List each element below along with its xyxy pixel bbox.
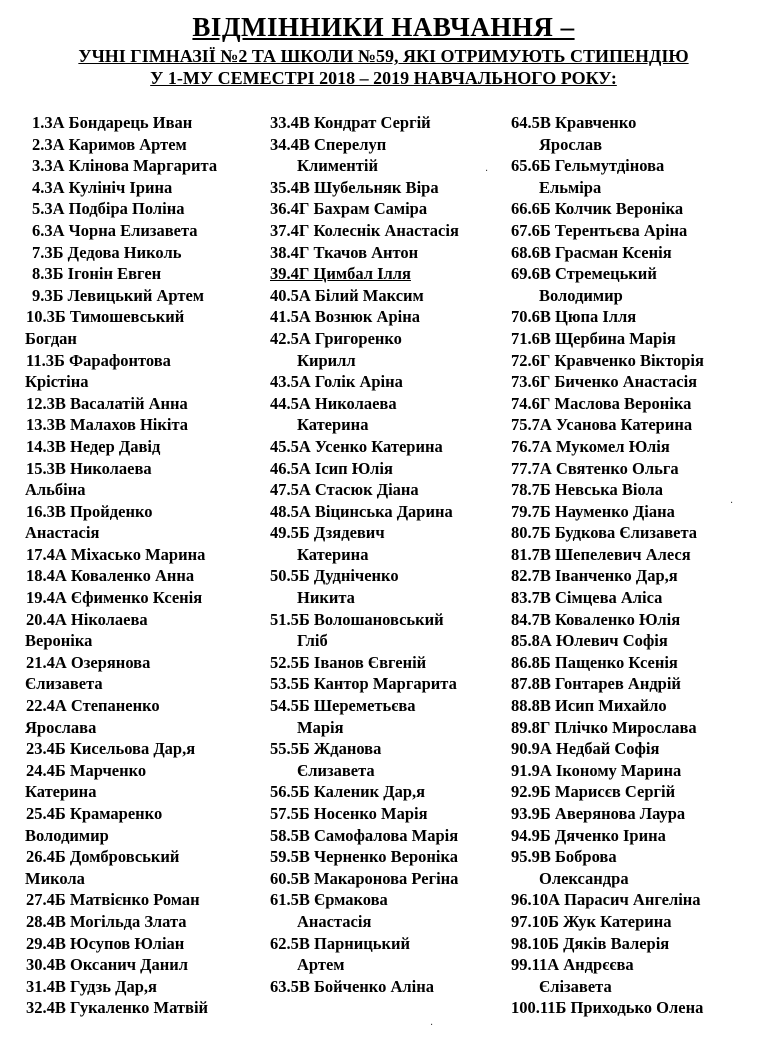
student-entry	[270, 522, 502, 565]
student-entry	[26, 587, 261, 609]
student-entry-text: 96.10А Парасич Ангеліна	[511, 890, 701, 910]
student-entry	[270, 501, 502, 523]
student-entry-text: 47.5А Стасюк Діана	[270, 480, 419, 500]
student-entry	[26, 458, 261, 501]
student-entry-text: 32.4В Гукаленко Матвій	[26, 998, 209, 1018]
student-entry-text: 46.5А Ісип Юлія	[270, 458, 393, 478]
student-entry-continuation: Олександра	[539, 868, 629, 888]
student-entry	[270, 134, 502, 177]
student-entry	[26, 242, 261, 264]
student-entry	[26, 112, 261, 134]
scan-speck: ·	[730, 498, 734, 509]
student-entry-text: 70.6В Цюпа Ілля	[511, 307, 637, 327]
student-entry	[26, 976, 261, 998]
student-entry-continuation: Ярослава	[25, 717, 97, 737]
student-entry	[270, 889, 502, 932]
student-entry	[26, 565, 261, 587]
student-entry-text: 58.5В Самофалова Марія	[270, 825, 459, 845]
student-entry-text: 44.5А Николаева	[270, 393, 397, 413]
student-list-column-3	[511, 112, 761, 1019]
student-entry	[511, 911, 761, 933]
student-entry-text: 18.4А Коваленко Анна	[26, 566, 195, 586]
student-entry-text: 49.5Б Дзядевич	[270, 523, 385, 543]
student-entry-text: 38.4Г Ткачов Антон	[270, 242, 419, 262]
student-entry	[511, 825, 761, 847]
student-entry	[511, 501, 761, 523]
student-entry	[26, 652, 261, 695]
student-entry	[26, 954, 261, 976]
student-entry	[270, 976, 502, 998]
student-entry-text: 74.6Г Маслова Вероніка	[511, 393, 692, 413]
student-entry-text: 6.3А Чорна Елизавета	[32, 220, 198, 240]
student-entry-text: 48.5А Віцинська Дарина	[270, 501, 453, 521]
student-entry	[511, 673, 761, 695]
student-entry	[511, 781, 761, 803]
student-entry-continuation: Ельміра	[539, 177, 602, 197]
student-entry	[511, 889, 761, 911]
student-entry-text: 12.3В Васалатій Анна	[26, 393, 188, 413]
student-entry-text: 71.6В Щербина Марія	[511, 328, 676, 348]
student-entry	[270, 825, 502, 847]
student-entry-text: 34.4В Сперелуп	[270, 134, 387, 154]
student-entry-continuation: Альбіна	[25, 480, 86, 500]
student-entry-text: 31.4В Гудзь Дар,я	[26, 976, 157, 996]
student-entry	[26, 933, 261, 955]
student-entry-text: 91.9А Іконому Марина	[511, 760, 682, 780]
student-entry-text: 60.5В Макаронова Регіна	[270, 868, 459, 888]
student-entry-text: 26.4Б Домбровський	[26, 847, 180, 867]
student-entry-text: 90.9А Недбай Софія	[511, 739, 660, 759]
student-entry	[26, 889, 261, 911]
student-entry-text: 40.5А Білий Максим	[270, 285, 424, 305]
student-entry-text: 57.5Б Носенко Марія	[270, 804, 428, 823]
student-entry-continuation: Катерина	[297, 544, 369, 564]
document-title: ВІДМІННИКИ НАВЧАННЯ –	[192, 12, 575, 42]
student-entry-text: 29.4В Юсупов Юліан	[26, 933, 185, 953]
student-entry	[270, 328, 502, 371]
student-entry	[511, 738, 761, 760]
student-entry-text: 62.5В Парницький	[270, 933, 411, 953]
student-entry-text: 10.3Б Тимошевський	[26, 307, 185, 327]
student-entry-text: 89.8Г Плічко Мирослава	[511, 717, 697, 737]
student-entry-continuation: Ярослав	[539, 134, 603, 154]
student-entry-text: 24.4Б Марченко	[26, 760, 147, 780]
student-entry-text: 41.5А Вознюк Аріна	[270, 307, 420, 327]
student-entry-continuation: Володимир	[539, 285, 623, 305]
student-entry	[511, 954, 761, 997]
student-entry-text: 82.7В Іванченко Дар,я	[511, 566, 678, 586]
student-entry	[270, 933, 502, 976]
student-entry-continuation: Єлизавета	[25, 674, 103, 694]
student-entry	[511, 587, 761, 609]
student-entry-continuation: Крістіна	[25, 372, 89, 392]
student-entry	[511, 306, 761, 328]
student-entry	[270, 220, 502, 242]
student-entry-text: 21.4А Озерянова	[26, 652, 151, 672]
student-entry	[26, 285, 261, 307]
student-entry	[26, 609, 261, 652]
student-entry-continuation: Кирилл	[297, 350, 356, 370]
student-entry	[511, 630, 761, 652]
student-entry-text: 19.4А Єфименко Ксенія	[26, 588, 203, 608]
student-entry	[270, 781, 502, 803]
student-entry-continuation: Климентій	[297, 156, 378, 176]
student-entry-text: 56.5Б Каленик Дар,я	[270, 782, 426, 802]
student-entry-continuation: Марія	[297, 717, 344, 737]
student-entry-text: 76.7А Мукомел Юлія	[511, 436, 670, 456]
student-entry	[270, 263, 502, 285]
student-entry	[26, 501, 261, 544]
student-entry-text: 98.10Б Дяків Валерія	[511, 933, 670, 953]
student-entry-text: 94.9Б Дяченко Ірина	[511, 825, 666, 845]
student-list-column-1	[26, 112, 261, 1019]
student-entry	[511, 112, 761, 155]
student-entry-text: 97.10Б Жук Катерина	[511, 911, 672, 931]
student-entry	[26, 997, 261, 1019]
student-entry-text: 87.8В Гонтарев Андрій	[511, 674, 681, 694]
student-entry-text: 95.9В Боброва	[511, 847, 617, 867]
student-entry-continuation: Володимир	[25, 825, 109, 845]
student-entry-text: 83.7В Сімцева Аліса	[511, 588, 663, 608]
student-entry-text: 80.7Б Будкова Єлизавета	[511, 523, 698, 543]
student-entry	[270, 306, 502, 328]
student-entry-text: 42.5А Григоренко	[270, 328, 402, 348]
student-entry-text: 79.7Б Науменко Діана	[511, 501, 675, 521]
student-entry	[26, 846, 261, 889]
student-entry	[511, 997, 761, 1019]
student-list-column-2	[270, 112, 502, 997]
student-entry-text: 30.4В Оксанич Данил	[26, 955, 189, 975]
student-entry-text: 99.11А Андрєєва	[511, 955, 634, 975]
student-entry-text: 63.5В Бойченко Аліна	[270, 976, 434, 996]
student-entry	[270, 371, 502, 393]
student-entry	[511, 609, 761, 631]
student-entry	[270, 458, 502, 480]
student-entry-text: 52.5Б Іванов Євгеній	[270, 652, 427, 672]
student-entry-text: 27.4Б Матвієнко Роман	[26, 890, 200, 910]
student-entry	[26, 134, 261, 156]
student-entry-text: 7.3Б Дедова Николь	[32, 242, 182, 262]
student-entry-text: 23.4Б Кисельова Дар,я	[26, 739, 196, 759]
student-entry	[511, 263, 761, 306]
student-entry	[511, 717, 761, 739]
student-entry-text: 17.4А Міхасько Марина	[26, 544, 206, 564]
student-entry-text: 3.3А Клінова Маргарита	[32, 156, 218, 176]
student-entry-continuation: Веронiка	[25, 631, 93, 651]
student-entry-text: 20.4А Ніколаева	[26, 609, 148, 629]
student-entry-continuation: Єлизавета	[297, 760, 375, 780]
student-entry-text: 61.5В Єрмакова	[270, 890, 388, 910]
scan-speck: ·	[430, 1020, 434, 1031]
student-entry	[270, 285, 502, 307]
student-entry	[511, 350, 761, 372]
student-entry	[26, 695, 261, 738]
student-entry	[26, 760, 261, 803]
student-entry	[511, 479, 761, 501]
student-entry-continuation: Артем	[297, 955, 345, 975]
document-subtitle-line-2: У 1-МУ СЕМЕСТРІ 2018 – 2019 НАВЧАЛЬНОГО РОКУ:	[150, 68, 617, 88]
student-entry	[511, 695, 761, 717]
student-entry-text: 28.4В Могільда Злата	[26, 911, 187, 931]
student-entry	[511, 414, 761, 436]
student-entry-text: 88.8В Исип Михайло	[511, 696, 667, 716]
student-entry	[511, 220, 761, 242]
student-entry	[511, 933, 761, 955]
student-entry	[270, 112, 502, 134]
student-entry-text: 11.3Б Фарафонтова	[26, 350, 171, 370]
student-entry	[26, 393, 261, 415]
student-entry	[270, 846, 502, 868]
student-entry	[511, 652, 761, 674]
student-entry-text: 100.11Б Приходько Олена	[511, 998, 704, 1018]
student-entry	[270, 565, 502, 608]
scan-speck: ·	[485, 166, 489, 177]
student-entry	[511, 242, 761, 264]
student-entry-text: 66.6Б Колчик Вероніка	[511, 199, 684, 219]
student-entry-text: 51.5Б Волошановський	[270, 609, 444, 629]
student-entry	[511, 803, 761, 825]
student-entry-text: 64.5В Кравченко	[511, 113, 637, 132]
student-entry-text: 73.6Г Биченко Анастасія	[511, 372, 698, 392]
student-entry	[26, 436, 261, 458]
student-entry-text: 85.8А Юлевич Софія	[511, 631, 668, 651]
student-entry-text: 54.5Б Шереметьєва	[270, 696, 416, 716]
student-entry-text: 84.7В Коваленко Юлія	[511, 609, 681, 629]
student-entry-continuation: Анастасія	[25, 523, 100, 543]
student-entry	[26, 911, 261, 933]
student-entry	[26, 544, 261, 566]
student-entry-text: 92.9Б Марисєв Сергій	[511, 782, 676, 802]
student-entry	[270, 652, 502, 674]
student-entry-text: 13.3В Малахов Нікіта	[26, 415, 189, 435]
student-entry-text: 43.5А Голік Аріна	[270, 372, 403, 392]
student-entry	[26, 803, 261, 846]
student-entry	[511, 198, 761, 220]
student-entry-text: 25.4Б Крамаренко	[26, 804, 163, 823]
student-entry	[511, 436, 761, 458]
student-entry-continuation: Гліб	[297, 631, 328, 651]
student-entry	[270, 803, 502, 825]
student-entry-text: 72.6Г Кравченко Вікторія	[511, 350, 704, 370]
student-entry	[270, 738, 502, 781]
student-entry	[26, 414, 261, 436]
student-entry	[270, 242, 502, 264]
student-entry	[511, 458, 761, 480]
student-entry-text: 75.7А Усанова Катерина	[511, 415, 693, 435]
student-entry-continuation: Катерина	[297, 415, 369, 435]
student-entry	[270, 436, 502, 458]
student-entry	[270, 393, 502, 436]
student-entry	[270, 177, 502, 199]
student-entry	[26, 177, 261, 199]
student-entry-text: 65.6Б Гельмутдінова	[511, 156, 665, 176]
student-entry-continuation: Микола	[25, 868, 85, 888]
student-entry-text: 53.5Б Кантор Маргарита	[270, 674, 457, 694]
student-entry-text: 5.3А Подбіра Поліна	[32, 199, 185, 219]
student-entry	[511, 328, 761, 350]
student-entry	[270, 479, 502, 501]
student-entry	[26, 306, 261, 349]
student-entry-text: 67.6Б Терентьєва Аріна	[511, 220, 688, 240]
student-entry	[270, 695, 502, 738]
student-entry	[270, 198, 502, 220]
student-entry-text: 39.4Г Цимбал Ілля	[270, 264, 411, 284]
student-entry-continuation: Єлізавета	[539, 976, 612, 996]
student-entry-text: 35.4В Шубельняк Віра	[270, 177, 439, 197]
student-entry	[511, 846, 761, 889]
student-entry-continuation: Никита	[297, 588, 355, 608]
student-entry-text: 4.3А Кулініч Ірина	[32, 177, 173, 197]
student-entry-text: 69.6В Стремецький	[511, 264, 657, 284]
student-entry-text: 2.3А Каримов Артем	[32, 134, 187, 154]
student-entry-continuation: Катерина	[25, 782, 97, 802]
student-entry-text: 68.6В Грасман Ксенія	[511, 242, 672, 262]
student-entry-text: 16.3В Пройденко	[26, 501, 153, 521]
document-subtitle-line-1: УЧНІ ГІМНАЗІЇ №2 ТА ШКОЛИ №59, ЯКІ ОТРИМУЮТЬ СТИПЕНДІЮ	[78, 46, 689, 66]
student-entry-text: 37.4Г Колеснік Анастасія	[270, 220, 459, 240]
student-entry	[270, 868, 502, 890]
student-entry	[511, 760, 761, 782]
student-entry-text: 45.5А Усенко Катерина	[270, 436, 443, 456]
student-entry	[511, 371, 761, 393]
student-entry-text: 8.3Б Ігонін Евген	[32, 264, 162, 284]
student-entry	[26, 198, 261, 220]
student-entry-text: 55.5Б Жданова	[270, 739, 382, 759]
student-entry	[511, 522, 761, 544]
student-entry-text: 59.5В Черненко Вероніка	[270, 847, 458, 867]
student-entry-continuation: Анастасія	[297, 911, 372, 931]
student-entry-text: 1.3А Бондарець Иван	[32, 113, 193, 132]
student-entry-text: 86.8Б Пащенко Ксенія	[511, 652, 678, 672]
student-entry-text: 81.7В Шепелевич Алеся	[511, 544, 691, 564]
student-entry-text: 33.4В Кондрат Сергій	[270, 113, 431, 132]
student-entry-text: 36.4Г Бахрам Саміра	[270, 199, 428, 219]
student-entry	[26, 350, 261, 393]
student-entry-continuation: Богдан	[25, 328, 77, 348]
student-entry-text: 9.3Б Левицький Артем	[32, 285, 205, 305]
student-entry	[511, 393, 761, 415]
student-entry	[26, 155, 261, 177]
student-entry	[26, 220, 261, 242]
student-entry	[26, 263, 261, 285]
student-entry	[270, 609, 502, 652]
student-entry	[511, 544, 761, 566]
student-entry	[511, 155, 761, 198]
student-entry-text: 15.3В Николаева	[26, 458, 152, 478]
student-entry-text: 50.5Б Дудніченко	[270, 566, 399, 586]
student-entry-text: 93.9Б Аверянова Лаура	[511, 804, 686, 823]
student-entry	[270, 673, 502, 695]
student-entry	[26, 738, 261, 760]
student-entry-text: 77.7А Святенко Ольга	[511, 458, 679, 478]
student-entry-text: 78.7Б Невська Віола	[511, 480, 663, 500]
student-entry	[511, 565, 761, 587]
student-entry-text: 14.3В Недер Давід	[26, 436, 161, 456]
student-entry-text: 22.4А Степаненко	[26, 696, 160, 716]
